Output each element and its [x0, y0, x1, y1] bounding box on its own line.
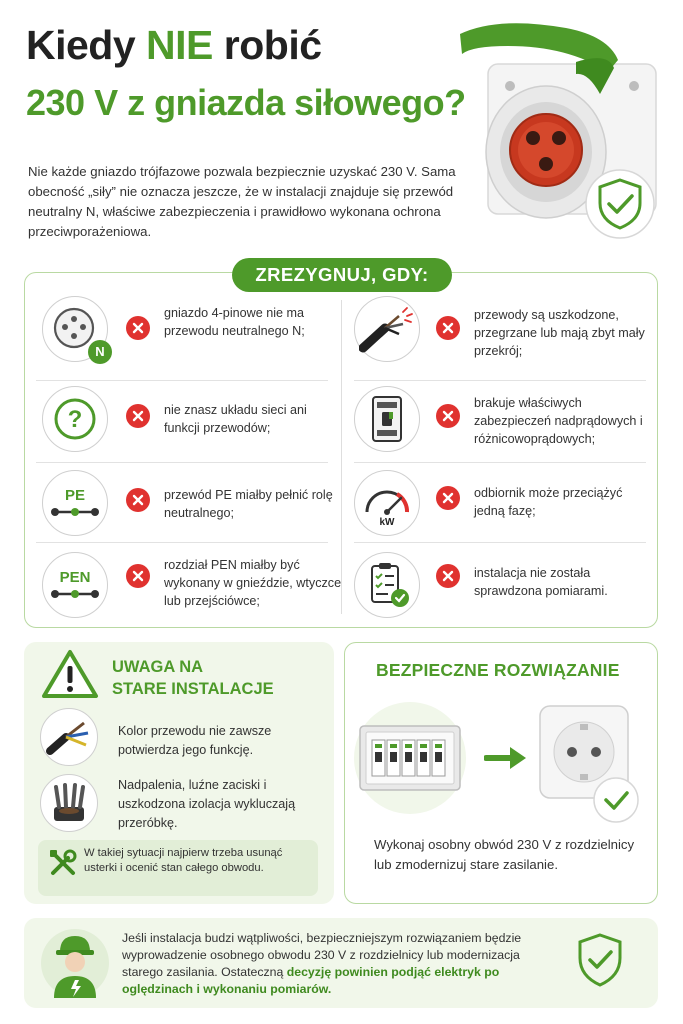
x-icon [126, 564, 150, 588]
x-icon [436, 404, 460, 428]
damaged-cable-icon [354, 296, 420, 362]
avoid-heading: ZREZYGNUJ, GDY: [232, 258, 452, 292]
footer-emphasis: decyzję powinien podjąć elektryk po oględzinach i wykonaniu pomiarów. [122, 965, 500, 996]
pen-wire-icon [42, 552, 108, 618]
safe-solution-text: Wykonaj osobny obwód 230 V z rozdzielnicy lub zmodernizuj stare zasilanie. [374, 837, 635, 872]
footer-text: Jeśli instalacja budzi wątpliwości, bezpieczniejszym rozwiązaniem będzie wyprowadzenie osobnego obwodu 230 V z rozdzielnicy lub modernizacja starego zasilania. Ostateczną decyzję powinien podjąć elektryk po oględzinach i wykonaniu pomiarów. [122, 931, 522, 996]
page-title: Kiedy NIE robić [26, 22, 322, 68]
pe-wire-icon [42, 470, 108, 536]
svg-text:kW: kW [379, 517, 395, 528]
arrow-right-icon [484, 744, 528, 772]
svg-text:PE: PE [64, 487, 86, 504]
tip-text: W takiej sytuacji najpierw trzeba usunąć usterki i ocenić stan całego obwodu. [84, 847, 283, 874]
shield-check-icon [576, 932, 624, 988]
item-text: rozdział PEN miałby być wykonany w gnieździe, wtyczce lub przejściówce; [164, 558, 342, 608]
warning-title: UWAGA NA STARE INSTALACJE [112, 658, 274, 698]
row-divider [354, 542, 646, 543]
x-icon [126, 404, 150, 428]
colored-wires-icon [40, 708, 98, 766]
breaker-icon [354, 386, 420, 452]
warning-point-2: Nadpalenia, luźne zaciski i uszkodzona izolacja wykluczają przeróbkę. [118, 778, 296, 830]
neutral-badge: N [88, 340, 112, 364]
row-divider [354, 462, 646, 463]
x-icon [436, 316, 460, 340]
item-text: przewody są uszkodzone, przegrzane lub mają zbyt mały przekrój; [474, 308, 645, 358]
row-divider [354, 380, 646, 381]
x-icon [436, 564, 460, 588]
warning-point-1: Kolor przewodu nie zawsze potwierdza jego funkcję. [118, 724, 272, 757]
safe-solution-title: BEZPIECZNE ROZWIĄZANIE [376, 660, 620, 680]
page-subtitle: 230 V z gniazda siłowego? [26, 82, 466, 123]
item-text: instalacja nie została sprawdzona pomiarami. [474, 566, 608, 598]
checklist-icon [354, 552, 420, 618]
x-icon [126, 316, 150, 340]
intro-text: Nie każde gniazdo trójfazowe pozwala bezpiecznie uzyskać 230 V. Sama obecność „siły” nie oznacza jeszcze, że w instalacji znajduje się przewód neutralny N, właściwe zabezpieczenia i prawidłowo wykonana ochrona przeciwporażeniowa. [28, 164, 456, 239]
item-text: odbiornik może przeciążyć jedną fazę; [474, 486, 623, 518]
x-icon [126, 488, 150, 512]
svg-text:PEN: PEN [59, 569, 91, 586]
gauge-icon [354, 470, 420, 536]
item-text: gniazdo 4-pinowe nie ma przewodu neutralnego N; [164, 306, 305, 338]
burnt-terminal-icon [40, 774, 98, 832]
svg-text:?: ? [67, 406, 83, 433]
question-icon [42, 386, 108, 452]
item-text: przewód PE miałby pełnić rolę neutralnego; [164, 488, 333, 520]
row-divider [36, 462, 328, 463]
warning-triangle-icon [40, 648, 100, 700]
item-text: nie znasz układu sieci ani funkcji przewodów; [164, 403, 307, 435]
x-icon [436, 486, 460, 510]
wall-socket-icon [530, 700, 648, 824]
tools-icon [48, 848, 78, 878]
industrial-socket-icon [458, 12, 672, 250]
row-divider [36, 542, 328, 543]
row-divider [36, 380, 328, 381]
distribution-board-icon [354, 700, 478, 816]
title-highlight: NIE [146, 22, 213, 68]
electrician-icon [40, 926, 110, 1000]
item-text: brakuje właściwych zabezpieczeń nadprądowych i różnicowoprądowych; [474, 396, 643, 446]
